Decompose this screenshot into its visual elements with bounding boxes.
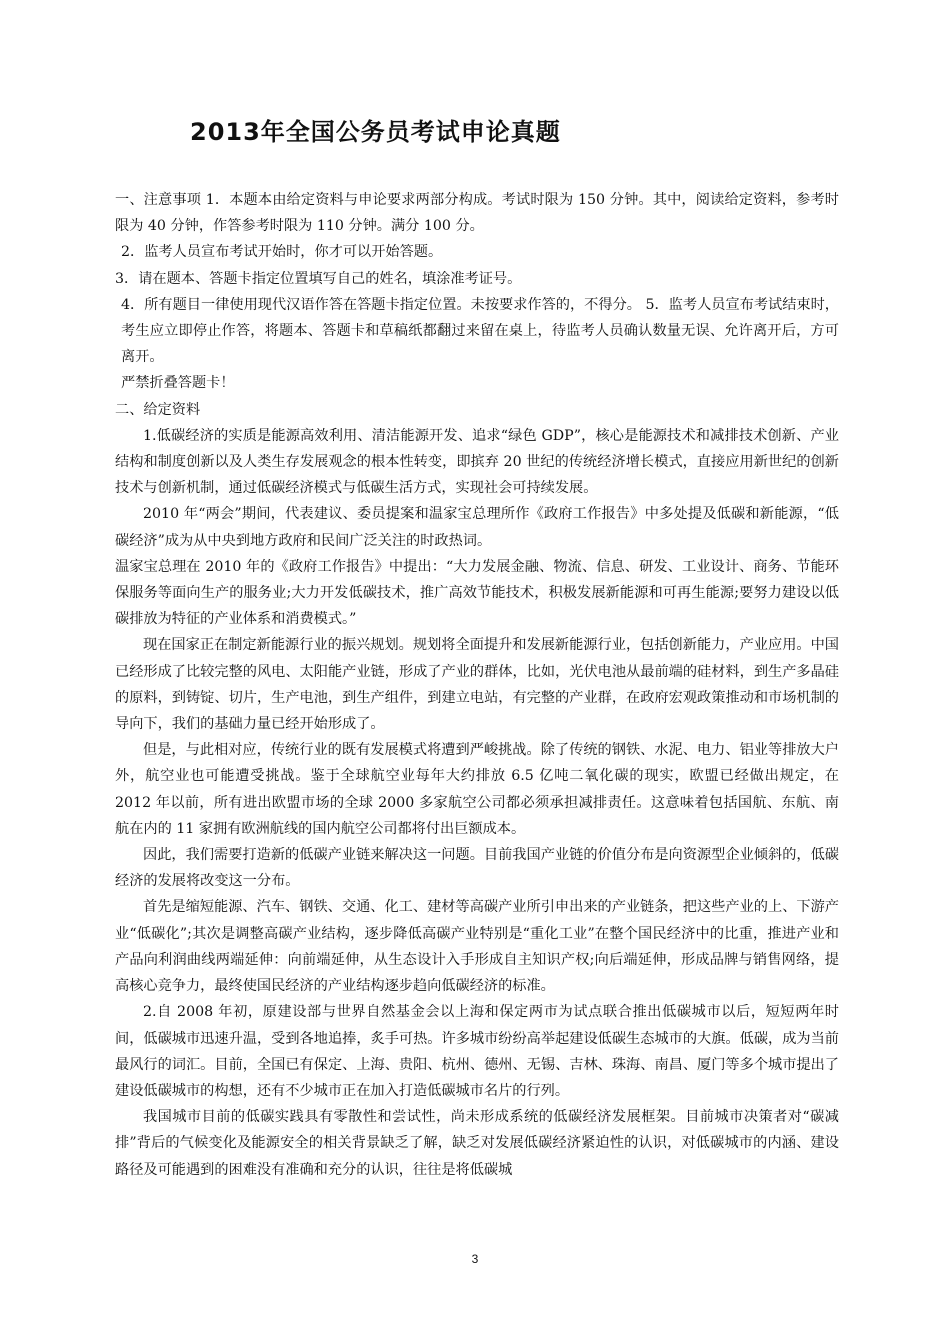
notice-item-4-5: 4．所有题目一律使用现代汉语作答在答题卡指定位置。未按要求作答的，不得分。 5．监考人员宣布考试结束时，考生应立即停止作答，将题本、答题卡和草稿纸都翻过来留在桌上，待监考人员确认数量无误、允许离开后，方可离开。 [121,296,839,366]
page-number: 3 [471,1252,479,1266]
materials-heading: 二、给定资料 [115,401,201,418]
notice-warning: 严禁折叠答题卡！ [121,375,235,392]
document-body [115,187,839,1183]
notice-item-2: 2．监考人员宣布考试开始时，你才可以开始答题。 [121,244,443,261]
notice-item-3: 3．请在题本、答题卡指定位置填写自己的姓名，填涂准考证号。 [115,270,522,287]
document-title: 2013年全国公务员考试申论真题 [190,118,561,146]
material-paragraph: 但是，与此相对应，传统行业的既有发展模式将遭到严峻挑战。除了传统的钢铁、水泥、电力、铝业等排放大户外，航空业也可能遭受挑战。鉴于全球航空业每年大约排放 6.5 亿吨二氧化碳的现实，欧盟已经做出规定，在 2012 年以前，所有进出欧盟市场的全球 2000 多家航空公司都必须承担减排责任。这意味着包括国航、东航、南航在内的 11 家拥有欧洲航线的国内航空公司都将付出巨额成本。 [115,742,839,837]
material-paragraph: 现在国家正在制定新能源行业的振兴规划。规划将全面提升和发展新能源行业，包括创新能力，产业应用。中国已经形成了比较完整的风电、太阳能产业链，形成了产业的群体，比如，光伏电池从最前端的硅材料，到生产多晶硅的原料，到铸锭、切片，生产电池，到生产组件，到建立电站，有完整的产业群，在政府宏观政策推动和市场机制的导向下，我们的基础力量已经开始形成了。 [115,637,839,733]
material-paragraph: 1.低碳经济的实质是能源高效利用、清洁能源开发、追求“绿色 GDP”，核心是能源技术和减排技术创新、产业结构和制度创新以及人类生存发展观念的根本性转变，即摈弃 20 世纪的传统经济增长模式，直接应用新世纪的创新技术与创新机制，通过低碳经济模式与低碳生活方式，实现社会可持续发展。 [115,427,839,497]
material-paragraph: 2.自 2008 年初，原建设部与世界自然基金会以上海和保定两市为试点联合推出低碳城市以后，短短两年时间，低碳城市迅速升温，受到各地追捧，炙手可热。许多城市纷纷高举起建设低碳生态城市的大旗。低碳，成为当前最风行的词汇。目前，全国已有保定、上海、贵阳、杭州、德州、无锡、吉林、珠海、南昌、厦门等多个城市提出了建设低碳城市的构想，还有不少城市正在加入打造低碳城市名片的行列。 [115,1004,839,1099]
notice-item-1: 一、注意事项 1．本题本由给定资料与申论要求两部分构成。考试时限为 150 分钟。其中，阅读给定资料，参考时限为 40 分钟，作答参考时限为 110 分钟。满分 100 分。 [115,192,839,235]
material-paragraph: 首先是缩短能源、汽车、钢铁、交通、化工、建材等高碳产业所引申出来的产业链条，把这些产业的上、下游产业“低碳化”;其次是调整高碳产业结构，逐步降低高碳产业特别是“重化工业”在整个国民经济中的比重，推进产业和产品向利润曲线两端延伸：向前端延伸，从生态设计入手形成自主知识产权;向后端延伸，形成品牌与销售网络，提高核心竞争力，最终使国民经济的产业结构逐步趋向低碳经济的标准。 [115,899,839,995]
material-paragraph: 我国城市目前的低碳实践具有零散性和尝试性，尚未形成系统的低碳经济发展框架。目前城市决策者对“碳减排”背后的气候变化及能源安全的相关背景缺乏了解，缺乏对发展低碳经济紧迫性的认识，对低碳城市的内涵、建设路径及可能遇到的困难没有准确和充分的认识，往往是将低碳城 [115,1109,839,1178]
material-paragraph: 2010 年“两会”期间，代表建议、委员提案和温家宝总理所作《政府工作报告》中多处提及低碳和新能源，“低碳经济”成为从中央到地方政府和民间广泛关注的时政热词。 [115,506,839,549]
material-paragraph: 温家宝总理在 2010 年的《政府工作报告》中提出：“大力发展金融、物流、信息、研发、工业设计、商务、节能环保服务等面向生产的服务业;大力开发低碳技术，推广高效节能技术，积极发展新能源和可再生能源;要努力建设以低碳排放为特征的产业体系和消费模式。” [115,558,839,628]
material-paragraph: 因此，我们需要打造新的低碳产业链来解决这一问题。目前我国产业链的价值分布是向资源型企业倾斜的，低碳经济的发展将改变这一分布。 [115,847,839,890]
